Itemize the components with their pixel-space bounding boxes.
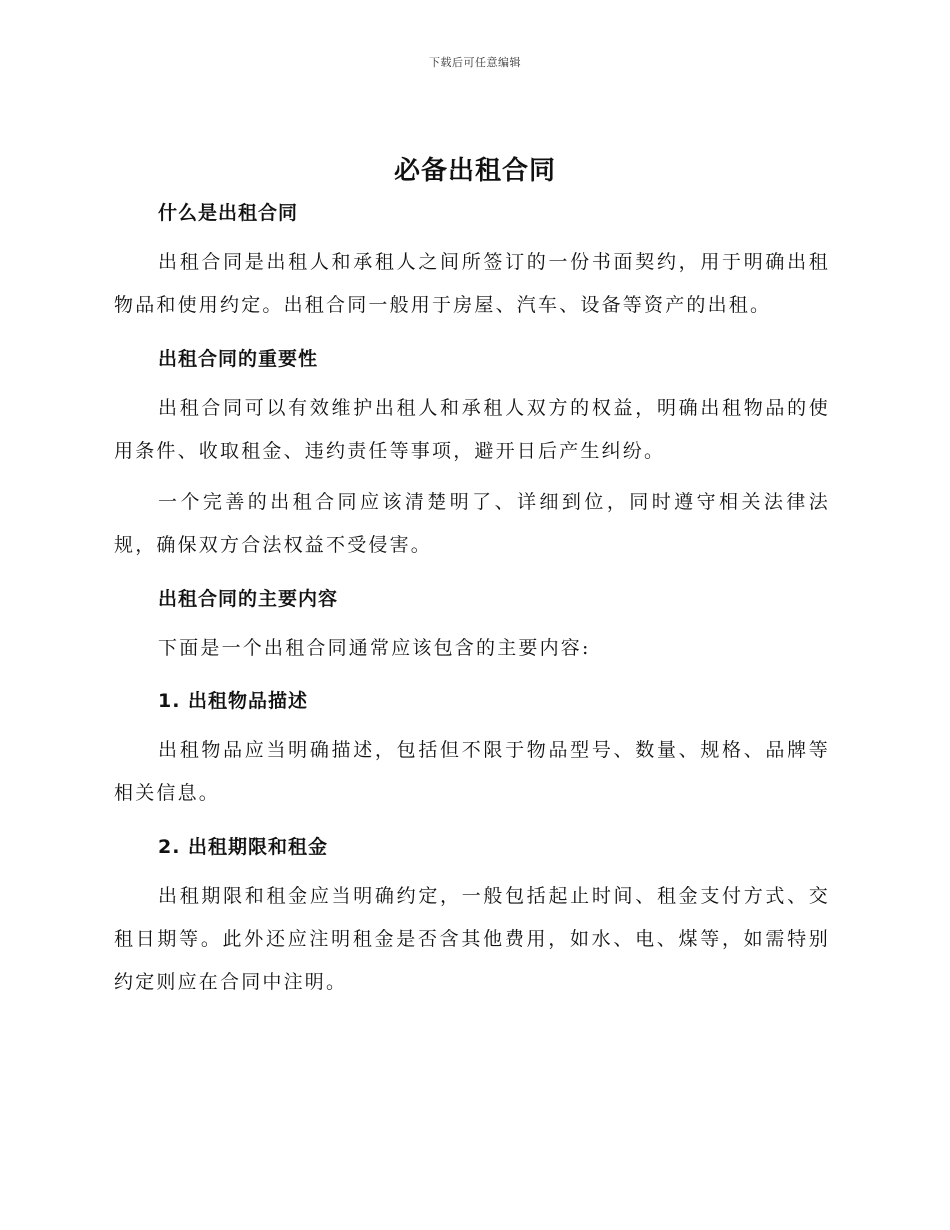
paragraph-main-content: 下面是一个出租合同通常应该包含的主要内容: <box>158 637 591 659</box>
page-header-note: 下载后可任意编辑 <box>429 56 521 69</box>
document-title: 必备出租合同 <box>393 156 556 186</box>
section-heading-item-description: 1. 出租物品描述 <box>158 690 309 712</box>
section-heading-what-is: 什么是出租合同 <box>158 202 299 224</box>
paragraph-importance-2: 一个完善的出租合同应该清楚明了、详细到位，同时遵守相关法律法规，确保双方合法权益不受侵害。 <box>114 491 830 556</box>
section-heading-importance: 出租合同的重要性 <box>158 348 319 370</box>
section-heading-term-and-rent: 2. 出租期限和租金 <box>158 836 329 858</box>
paragraph-term-and-rent: 出租期限和租金应当明确约定，一般包括起止时间、租金支付方式、交租日期等。此外还应注明租金是否含其他费用，如水、电、煤等，如需特别约定则应在合同中注明。 <box>114 885 830 993</box>
paragraph-importance-1: 出租合同可以有效维护出租人和承租人双方的权益，明确出租物品的使用条件、收取租金、违约责任等事项，避开日后产生纠纷。 <box>114 397 830 462</box>
section-heading-main-content: 出租合同的主要内容 <box>158 588 339 610</box>
paragraph-what-is: 出租合同是出租人和承租人之间所签订的一份书面契约，用于明确出租物品和使用约定。出租合同一般用于房屋、汽车、设备等资产的出租。 <box>114 251 830 316</box>
paragraph-item-description: 出租物品应当明确描述，包括但不限于物品型号、数量、规格、品牌等相关信息。 <box>114 739 830 804</box>
